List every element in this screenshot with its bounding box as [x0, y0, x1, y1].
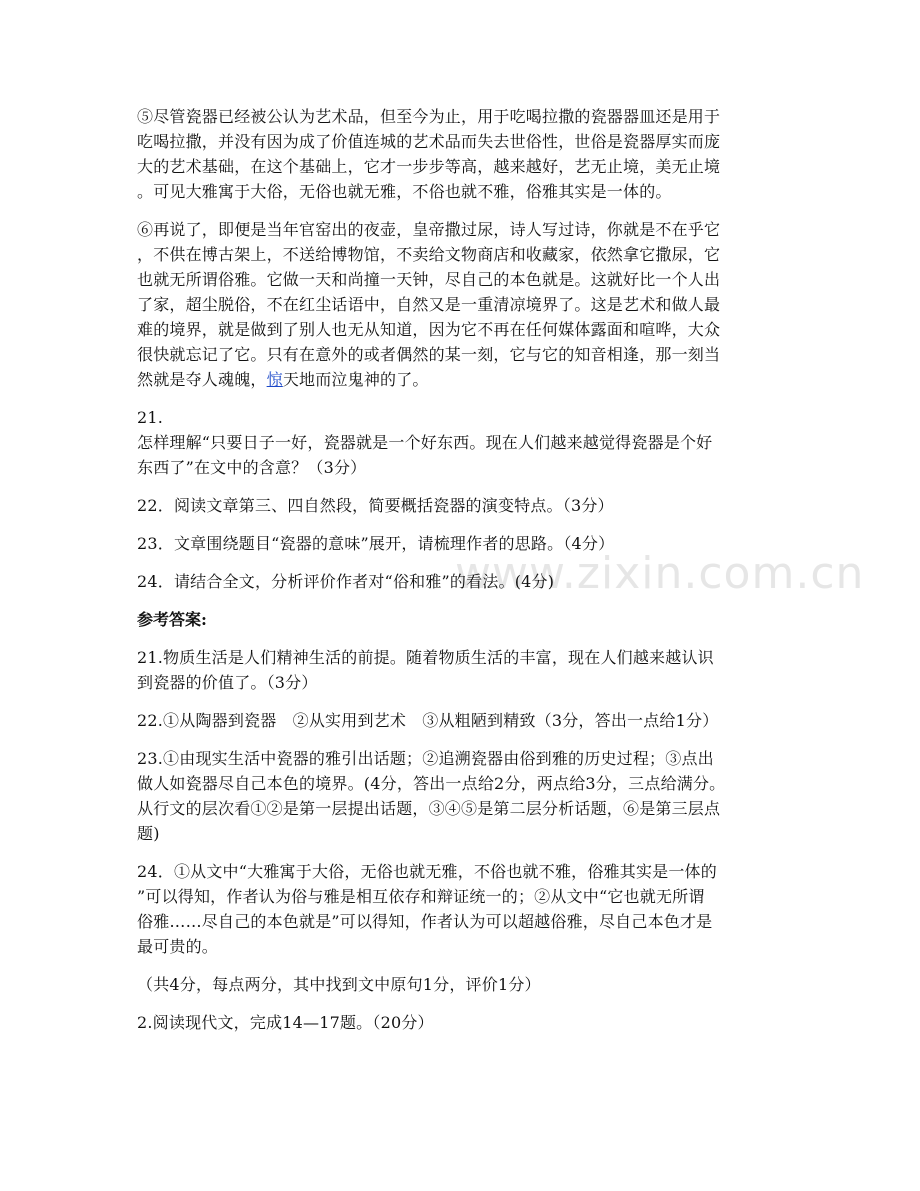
answer-line: ”可以得知，作者认为俗与雅是相互依存和辩证统一的；②从文中“它也就无所谓 — [137, 887, 705, 906]
section-2-title — [137, 1010, 787, 1035]
question-number: 21. — [137, 408, 164, 427]
question-line: 22．阅读文章第三、四自然段，简要概括瓷器的演变特点。（3分） — [137, 496, 614, 515]
question-line: 东西了”在文中的含意？（3分） — [137, 458, 367, 477]
paragraph-line: ⑥再说了，即便是当年官窑出的夜壶，皇帝撒过尿，诗人写过诗，你就是不在乎它 — [137, 220, 721, 239]
answer-line: 到瓷器的价值了。（3分） — [137, 673, 318, 692]
paragraph-line: 也就无所谓俗雅。它做一天和尚撞一天钟，尽自己的本色就是。这就好比一个人出 — [137, 270, 721, 289]
watermark-text: www.zixin.com.cn — [455, 548, 865, 599]
note-line: （共4分，每点两分，其中找到文中原句1分，评价1分） — [137, 975, 541, 994]
paragraph-line: 了家，超尘脱俗，不在红尘话语中，自然又是一重清凉境界了。这是艺术和做人最 — [137, 295, 721, 314]
line-text-after: 天地而泣鬼神的了。 — [282, 370, 429, 389]
line-text-before: 然就是夺人魂魄， — [137, 370, 267, 389]
answer-22 — [137, 708, 787, 733]
question-line: 24．请结合全文，分析评价作者对“俗和雅”的看法。(4分) — [137, 572, 555, 591]
answer-24-scoring-note — [137, 972, 787, 997]
answers-heading: 参考答案: — [137, 610, 207, 629]
question-24 — [137, 569, 787, 594]
answer-line: 做人如瓷器尽自己本色的境界。(4分，答出一点给2分，两点给3分，三点给满分。 — [137, 774, 726, 793]
answer-24 — [137, 859, 787, 959]
document-body — [137, 104, 787, 1035]
answer-line: 21.物质生活是人们精神生活的前提。随着物质生活的丰富，现在人们越来越认识 — [137, 648, 714, 667]
answer-line: 最可贵的。 — [137, 937, 219, 956]
vocab-link[interactable]: 惊 — [266, 370, 283, 389]
question-line: 23．文章围绕题目“瓷器的意味”展开，请梳理作者的思路。（4分） — [137, 534, 615, 553]
question-21 — [137, 405, 787, 480]
paragraph-line: 。可见大雅寓于大俗，无俗也就无雅，不俗也就不雅，俗雅其实是一体的。 — [137, 182, 672, 201]
paragraph-line: ，不供在博古架上，不送给博物馆，不卖给文物商店和收藏家，依然拿它撒尿，它 — [137, 245, 721, 264]
paragraph-5 — [137, 104, 787, 204]
paragraph-6 — [137, 217, 787, 392]
question-line: 怎样理解“只要日子一好，瓷器就是一个好东西。现在人们越来越觉得瓷器是个好 — [137, 433, 713, 452]
answer-23 — [137, 746, 787, 846]
paragraph-line: 吃喝拉撒，并没有因为成了价值连城的艺术品而失去世俗性，世俗是瓷器厚实而庞 — [137, 132, 721, 151]
paragraph-line: ⑤尽管瓷器已经被公认为艺术品，但至今为止，用于吃喝拉撒的瓷器器皿还是用于 — [137, 107, 721, 126]
paragraph-line: 大的艺术基础，在这个基础上，它才一步步等高，越来越好，艺无止境，美无止境 — [137, 157, 721, 176]
answer-line: 题) — [137, 824, 160, 843]
question-22 — [137, 493, 787, 518]
paragraph-line: 很快就忘记了它。只有在意外的或者偶然的某一刻，它与它的知音相逢，那一刻当 — [137, 345, 721, 364]
answer-line: 俗雅……尽自己的本色就是”可以得知，作者认为可以超越俗雅，尽自己本色才是 — [137, 912, 713, 931]
answer-line: 22.①从陶器到瓷器 ②从实用到艺术 ③从粗陋到精致（3分，答出一点给1分） — [137, 711, 719, 730]
question-23 — [137, 531, 787, 556]
paragraph-line: 难的境界，就是做到了别人也无从知道，因为它不再在任何媒体露面和喧哗，大众 — [137, 320, 721, 339]
answer-line: 从行文的层次看①②是第一层提出话题，③④⑤是第二层分析话题，⑥是第三层点 — [137, 799, 721, 818]
answer-line: 23.①由现实生活中瓷器的雅引出话题；②追溯瓷器由俗到雅的历史过程；③点出 — [137, 749, 714, 768]
answer-21 — [137, 645, 787, 695]
paragraph-line-with-link — [137, 367, 787, 392]
answer-line: 24．①从文中“大雅寓于大俗，无俗也就无雅，不俗也就不雅，俗雅其实是一体的 — [137, 862, 717, 881]
section-line: 2.阅读现代文，完成14—17题。（20分） — [137, 1013, 434, 1032]
